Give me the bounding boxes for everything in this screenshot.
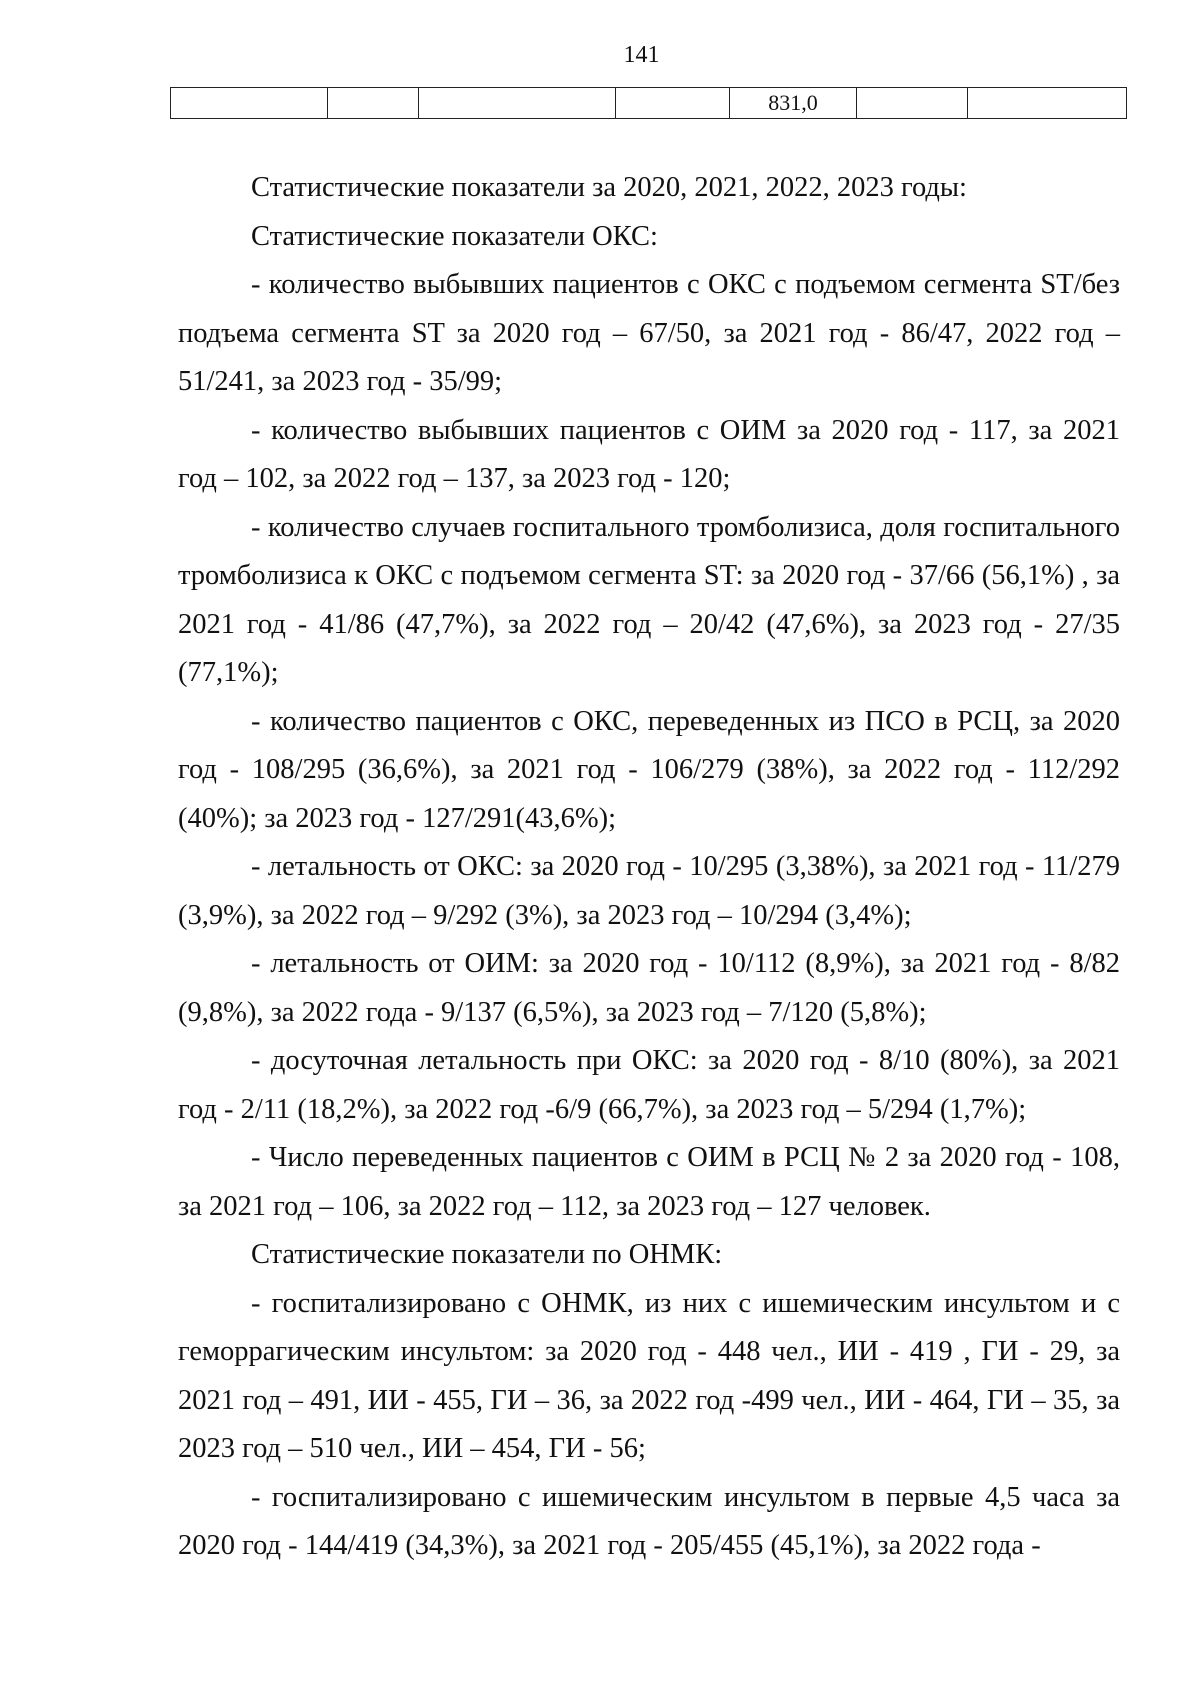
table-cell [857, 88, 968, 119]
section-heading-period: Статистические показатели за 2020, 2021, 2022, 2023 годы: [251, 172, 967, 203]
paragraph-daily-mortality: - досуточная летальность при ОКС: за 2020 год - 8/10 (80%), за 2021 год - 2/11 (18,2%), за 2022 год -6/9 (66,7%), за 2023 год – 5/294 (1,7%); [178, 1045, 1120, 1125]
continuation-table [170, 87, 1127, 119]
paragraph-pso-transfers: - количество пациентов с ОКС, переведенных из ПСО в РСЦ, за 2020 год - 108/295 (36,6%), за 2021 год - 106/279 (38%), за 2022 год - 112/292 (40%); за 2023 год - 127/291(43,6%); [178, 705, 1120, 834]
table-cell: 831,0 [730, 88, 857, 119]
section-heading-onmk: Статистические показатели по ОНМК: [251, 1239, 723, 1270]
paragraph-oks-discharged: - количество выбывших пациентов с ОКС с подъемом сегмента ST/без подъема сегмента ST за 2020 год – 67/50, за 2021 год - 86/47, 2022 год – 51/241, за 2023 год - 35/99; [178, 269, 1120, 397]
section-heading-oks: Статистические показатели ОКС: [251, 220, 658, 252]
paragraph-oks-mortality: - летальность от ОКС: за 2020 год - 10/295 (3,38%), за 2021 год - 11/279 (3,9%), за 2022 год – 9/292 (3%), за 2023 год – 10/294 (3,4%); [178, 851, 1120, 931]
document-body [178, 164, 1120, 1571]
paragraph-onmk-hospitalized: - госпитализировано с ОНМК, из них с ишемическим инсультом и с геморрагическим инсультом: за 2020 год - 448 чел., ИИ - 419 , ГИ - 29, за 2021 год – 491, ИИ - 455, ГИ – 36, за 2022 год -499 чел., ИИ - 464, ГИ – 35, за 2023 год – 510 чел., ИИ – 454, ГИ - 56; [178, 1287, 1120, 1464]
table-cell [171, 88, 328, 119]
table-cell [419, 88, 616, 119]
paragraph-rsc-transfers: - Число переведенных пациентов с ОИМ в РСЦ № 2 за 2020 год - 108, за 2021 год – 106, за 2022 год – 112, за 2023 год – 127 человек. [178, 1142, 1120, 1222]
table-cell [328, 88, 419, 119]
paragraph-oim-mortality: - летальность от ОИМ: за 2020 год - 10/112 (8,9%), за 2021 год - 8/82 (9,8%), за 2022 года - 9/137 (6,5%), за 2023 год – 7/120 (5,8%); [178, 948, 1120, 1028]
table-row [171, 88, 1127, 119]
paragraph-thrombolysis: - количество случаев госпитального тромболизиса, доля госпитального тромболизиса к ОКС с подъемом сегмента ST: за 2020 год - 37/66 (56,1%) , за 2021 год - 41/86 (47,7%), за 2022 год – 20/42 (47,6%), за 2023 год - 27/35 (77,1%); [178, 511, 1120, 688]
paragraph-ischemic-first-hours: - госпитализировано с ишемическим инсультом в первые 4,5 часа за 2020 год - 144/419 (34,3%), за 2021 год - 205/455 (45,1%), за 2022 года - [178, 1481, 1120, 1561]
table-cell [968, 88, 1127, 119]
table-cell [616, 88, 730, 119]
page-number: 141 [623, 42, 660, 68]
paragraph-oim-discharged: - количество выбывших пациентов с ОИМ за 2020 год - 117, за 2021 год – 102, за 2022 год – 137, за 2023 год - 120; [178, 414, 1120, 494]
